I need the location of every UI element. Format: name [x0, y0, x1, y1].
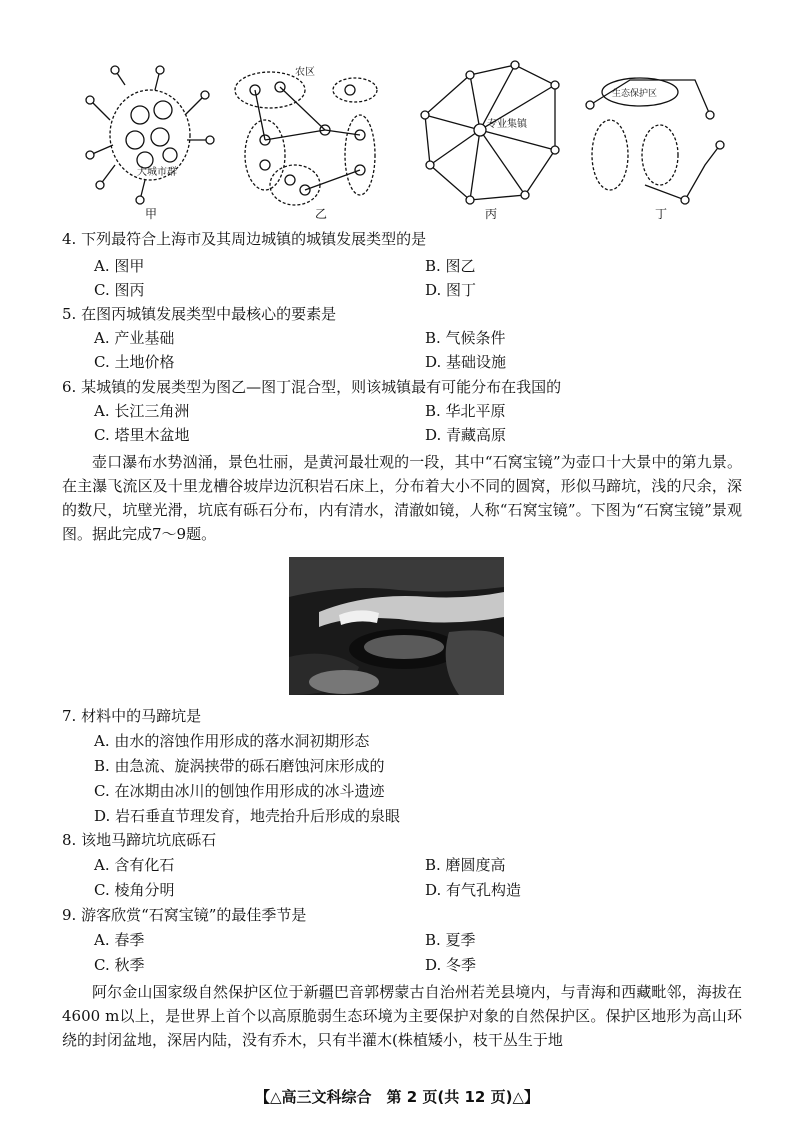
- q6-option-c[interactable]: C. 塔里木盆地: [94, 426, 190, 444]
- passage-hukou: 壶口瀑布水势汹涌，景色壮丽，是黄河最壮观的一段，其中“石窝宝镜”为壶口十大景中的第九景。在主瀑飞流区及十里龙槽谷坡岸边沉积岩石床上，分布着大小不同的圆窝，形似马蹄坑，浅的尺余，深的数尺，坑壁光滑，坑底有砾石分布，内有清水，清澈如镜，人称“石窝宝镜”。下图为“石窝宝镜”景观图。据此完成7～9题。: [62, 453, 742, 543]
- q4-option-c[interactable]: C. 图丙: [94, 281, 145, 299]
- q8-option-c[interactable]: C. 棱角分明: [94, 881, 175, 899]
- q6-option-b[interactable]: B. 华北平原: [425, 402, 506, 420]
- question-9-stem: 9. 游客欣赏“石窝宝镜”的最佳季节是: [62, 906, 307, 924]
- question-5-stem: 5. 在图丙城镇发展类型中最核心的要素是: [62, 305, 337, 323]
- passage-altun-reserve: 阿尔金山国家级自然保护区位于新疆巴音郭楞蒙古自治州若羌县境内，与青海和西藏毗邻，海拔在4600 m以上，是世界上首个以高原脆弱生态环境为主要保护对象的自然保护区。保护区地形为高山环绕的封闭盆地，深居内陆，没有乔木，只有半灌木(株植矮小，枝干丛生于地: [62, 983, 742, 1049]
- q9-option-d[interactable]: D. 冬季: [425, 956, 477, 974]
- q9-option-b[interactable]: B. 夏季: [425, 931, 476, 949]
- q4-option-a[interactable]: A. 图甲: [94, 257, 145, 275]
- q7-option-b[interactable]: B. 由急流、旋涡挟带的砾石磨蚀河床形成的: [94, 757, 385, 775]
- farm-label: 农区: [295, 67, 315, 78]
- q9-option-a[interactable]: A. 春季: [94, 931, 145, 949]
- question-7-stem: 7. 材料中的马蹄坑是: [62, 707, 202, 725]
- q7-option-c[interactable]: C. 在冰期由冰川的刨蚀作用形成的冰斗遗迹: [94, 782, 385, 800]
- q6-option-a[interactable]: A. 长江三角洲: [94, 402, 190, 420]
- big-city-label: 大城市群: [137, 167, 177, 178]
- diagram-jia: [86, 66, 214, 204]
- question-8-stem: 8. 该地马蹄坑坑底砾石: [62, 831, 217, 849]
- q8-option-b[interactable]: B. 磨圆度高: [425, 856, 506, 874]
- q5-option-d[interactable]: D. 基础设施: [425, 353, 507, 371]
- question-6-stem: 6. 某城镇的发展类型为图乙—图丁混合型，则该城镇最有可能分布在我国的: [62, 378, 562, 396]
- q5-option-c[interactable]: C. 土地价格: [94, 353, 175, 371]
- label-yi: 乙: [315, 207, 328, 221]
- town-type-diagrams: [85, 55, 735, 225]
- stone-nest-photo-drawing: [289, 557, 504, 695]
- label-jia: 甲: [145, 207, 158, 221]
- diagram-yi: [235, 72, 377, 205]
- reserve-label: 生态保护区: [612, 89, 658, 99]
- q8-option-a[interactable]: A. 含有化石: [94, 856, 175, 874]
- town-label: 专业集镇: [487, 119, 527, 130]
- q5-option-a[interactable]: A. 产业基础: [94, 329, 175, 347]
- diagram-bing: [421, 61, 559, 204]
- q8-option-d[interactable]: D. 有气孔构造: [425, 881, 522, 899]
- q4-option-d[interactable]: D. 图丁: [425, 281, 477, 299]
- question-4-stem: 4. 下列最符合上海市及其周边城镇的城镇发展类型的是: [62, 230, 427, 248]
- q5-option-b[interactable]: B. 气候条件: [425, 329, 506, 347]
- q7-option-a[interactable]: A. 由水的溶蚀作用形成的落水洞初期形态: [94, 732, 370, 750]
- page-footer: 【△高三文科综合 第 2 页(共 12 页)△】: [255, 1088, 539, 1106]
- stone-nest-photo: [289, 557, 504, 695]
- q7-option-d[interactable]: D. 岩石垂直节理发育，地壳抬升后形成的泉眼: [94, 807, 401, 825]
- label-bing: 丙: [485, 207, 498, 221]
- q6-option-d[interactable]: D. 青藏高原: [425, 426, 507, 444]
- label-ding: 丁: [655, 207, 668, 221]
- q9-option-c[interactable]: C. 秋季: [94, 956, 145, 974]
- q4-option-b[interactable]: B. 图乙: [425, 257, 476, 275]
